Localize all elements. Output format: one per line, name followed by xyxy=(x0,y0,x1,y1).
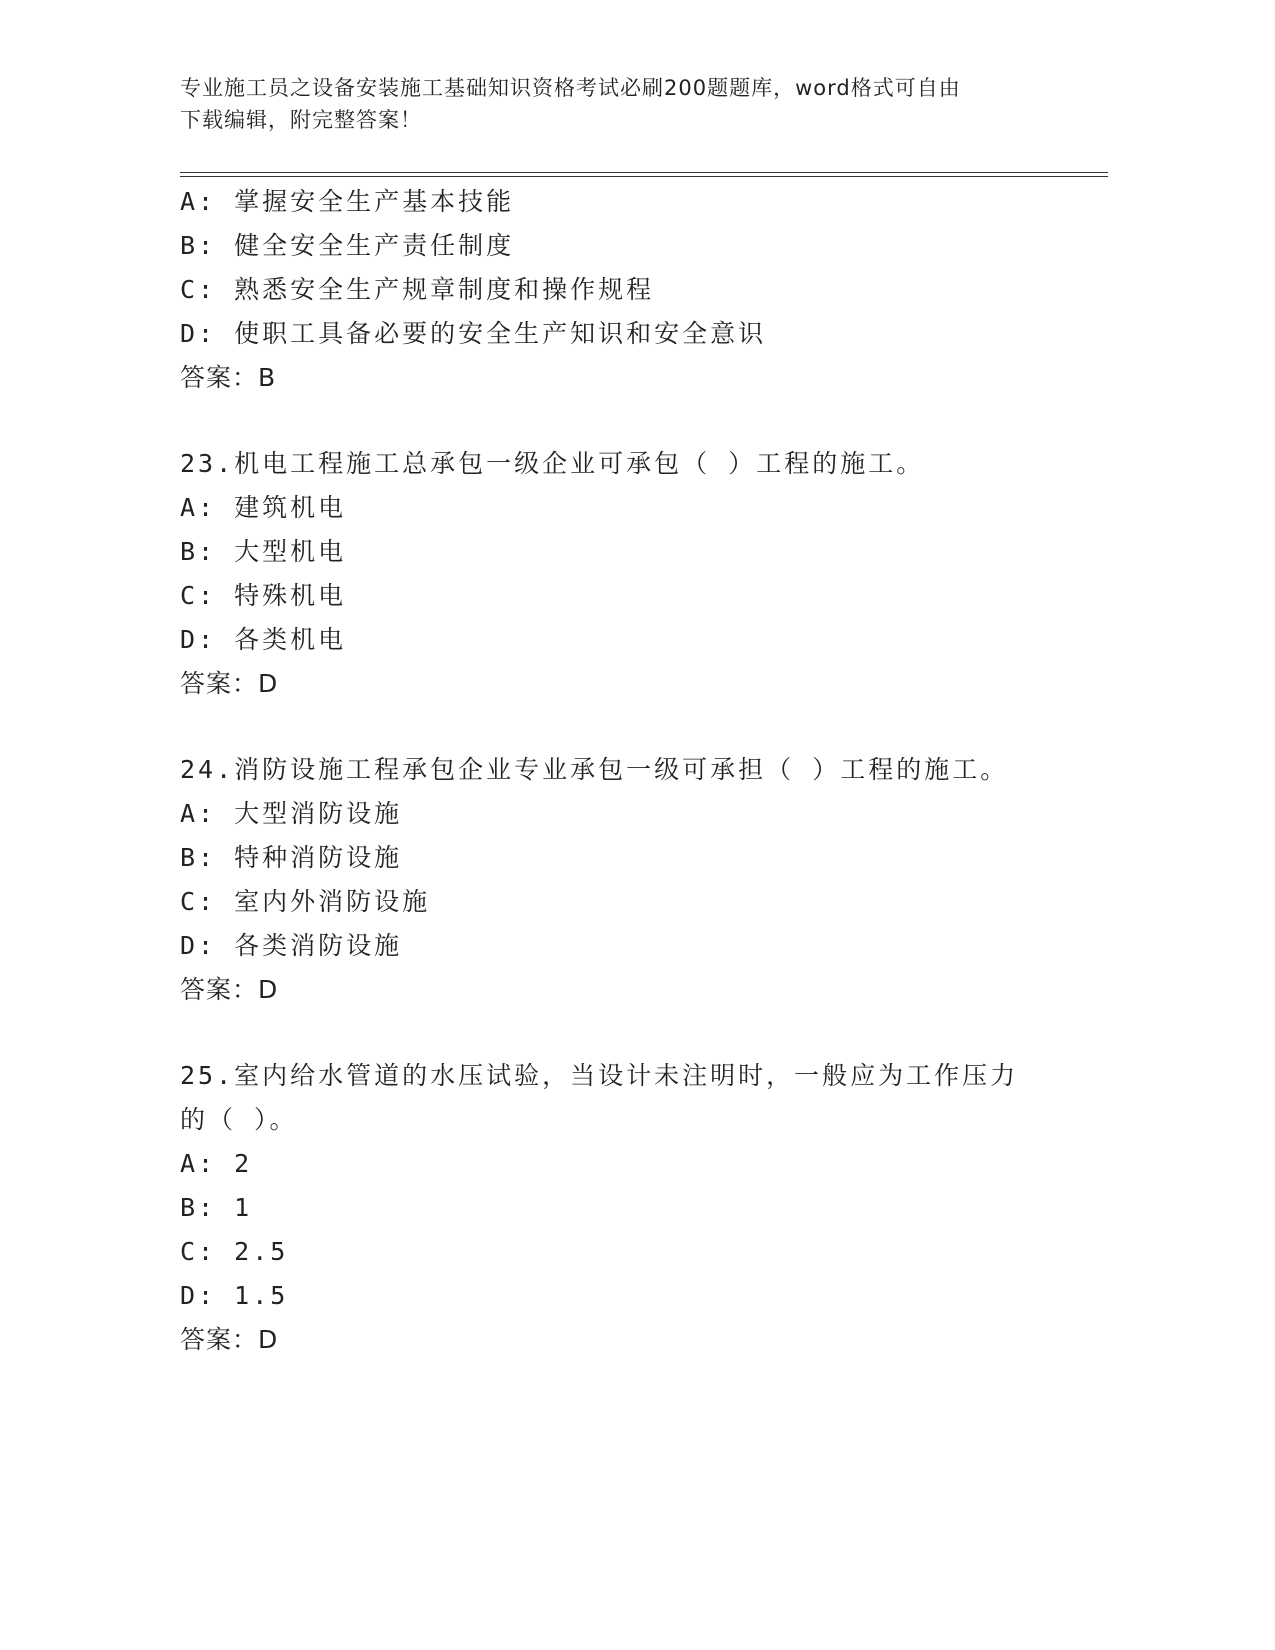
option-a: A: 建筑机电 xyxy=(180,493,347,522)
option-a: A: 大型消防设施 xyxy=(180,799,403,828)
question-23 xyxy=(180,442,1080,706)
option-c: C: 室内外消防设施 xyxy=(180,887,431,916)
answer-line: 答案：B xyxy=(180,363,277,392)
option-a: A: 掌握安全生产基本技能 xyxy=(180,187,515,216)
question-24 xyxy=(180,748,1080,1012)
question-stem: 25.室内给水管道的水压试验，当设计未注明时，一般应为工作压力的（ ）。 xyxy=(180,1061,1019,1134)
option-b: B: 健全安全生产责任制度 xyxy=(180,231,515,260)
option-d: D: 1.5 xyxy=(180,1281,289,1310)
option-a: A: 2 xyxy=(180,1149,253,1178)
option-b: B: 大型机电 xyxy=(180,537,347,566)
header-divider xyxy=(180,172,1108,177)
option-c: C: 特殊机电 xyxy=(180,581,347,610)
answer-line: 答案：D xyxy=(180,1325,279,1354)
option-d: D: 使职工具备必要的安全生产知识和安全意识 xyxy=(180,319,767,348)
header-title-line-1: 专业施工员之设备安装施工基础知识资格考试必刷200题题库，word格式可自由 xyxy=(180,76,961,100)
option-b: B: 特种消防设施 xyxy=(180,843,403,872)
answer-line: 答案：D xyxy=(180,669,279,698)
option-c: C: 熟悉安全生产规章制度和操作规程 xyxy=(180,275,655,304)
option-d: D: 各类机电 xyxy=(180,625,347,654)
question-list xyxy=(180,180,1080,1362)
question-22-tail xyxy=(180,180,1080,400)
question-stem: 24.消防设施工程承包企业专业承包一级可承担（ ）工程的施工。 xyxy=(180,755,1009,784)
option-b: B: 1 xyxy=(180,1193,253,1222)
question-stem: 23.机电工程施工总承包一级企业可承包（ ）工程的施工。 xyxy=(180,449,925,478)
question-25 xyxy=(180,1054,1080,1362)
option-d: D: 各类消防设施 xyxy=(180,931,403,960)
option-c: C: 2.5 xyxy=(180,1237,289,1266)
header-title-line-2: 下载编辑，附完整答案！ xyxy=(180,108,422,132)
answer-line: 答案：D xyxy=(180,975,279,1004)
document-header xyxy=(180,72,1060,136)
